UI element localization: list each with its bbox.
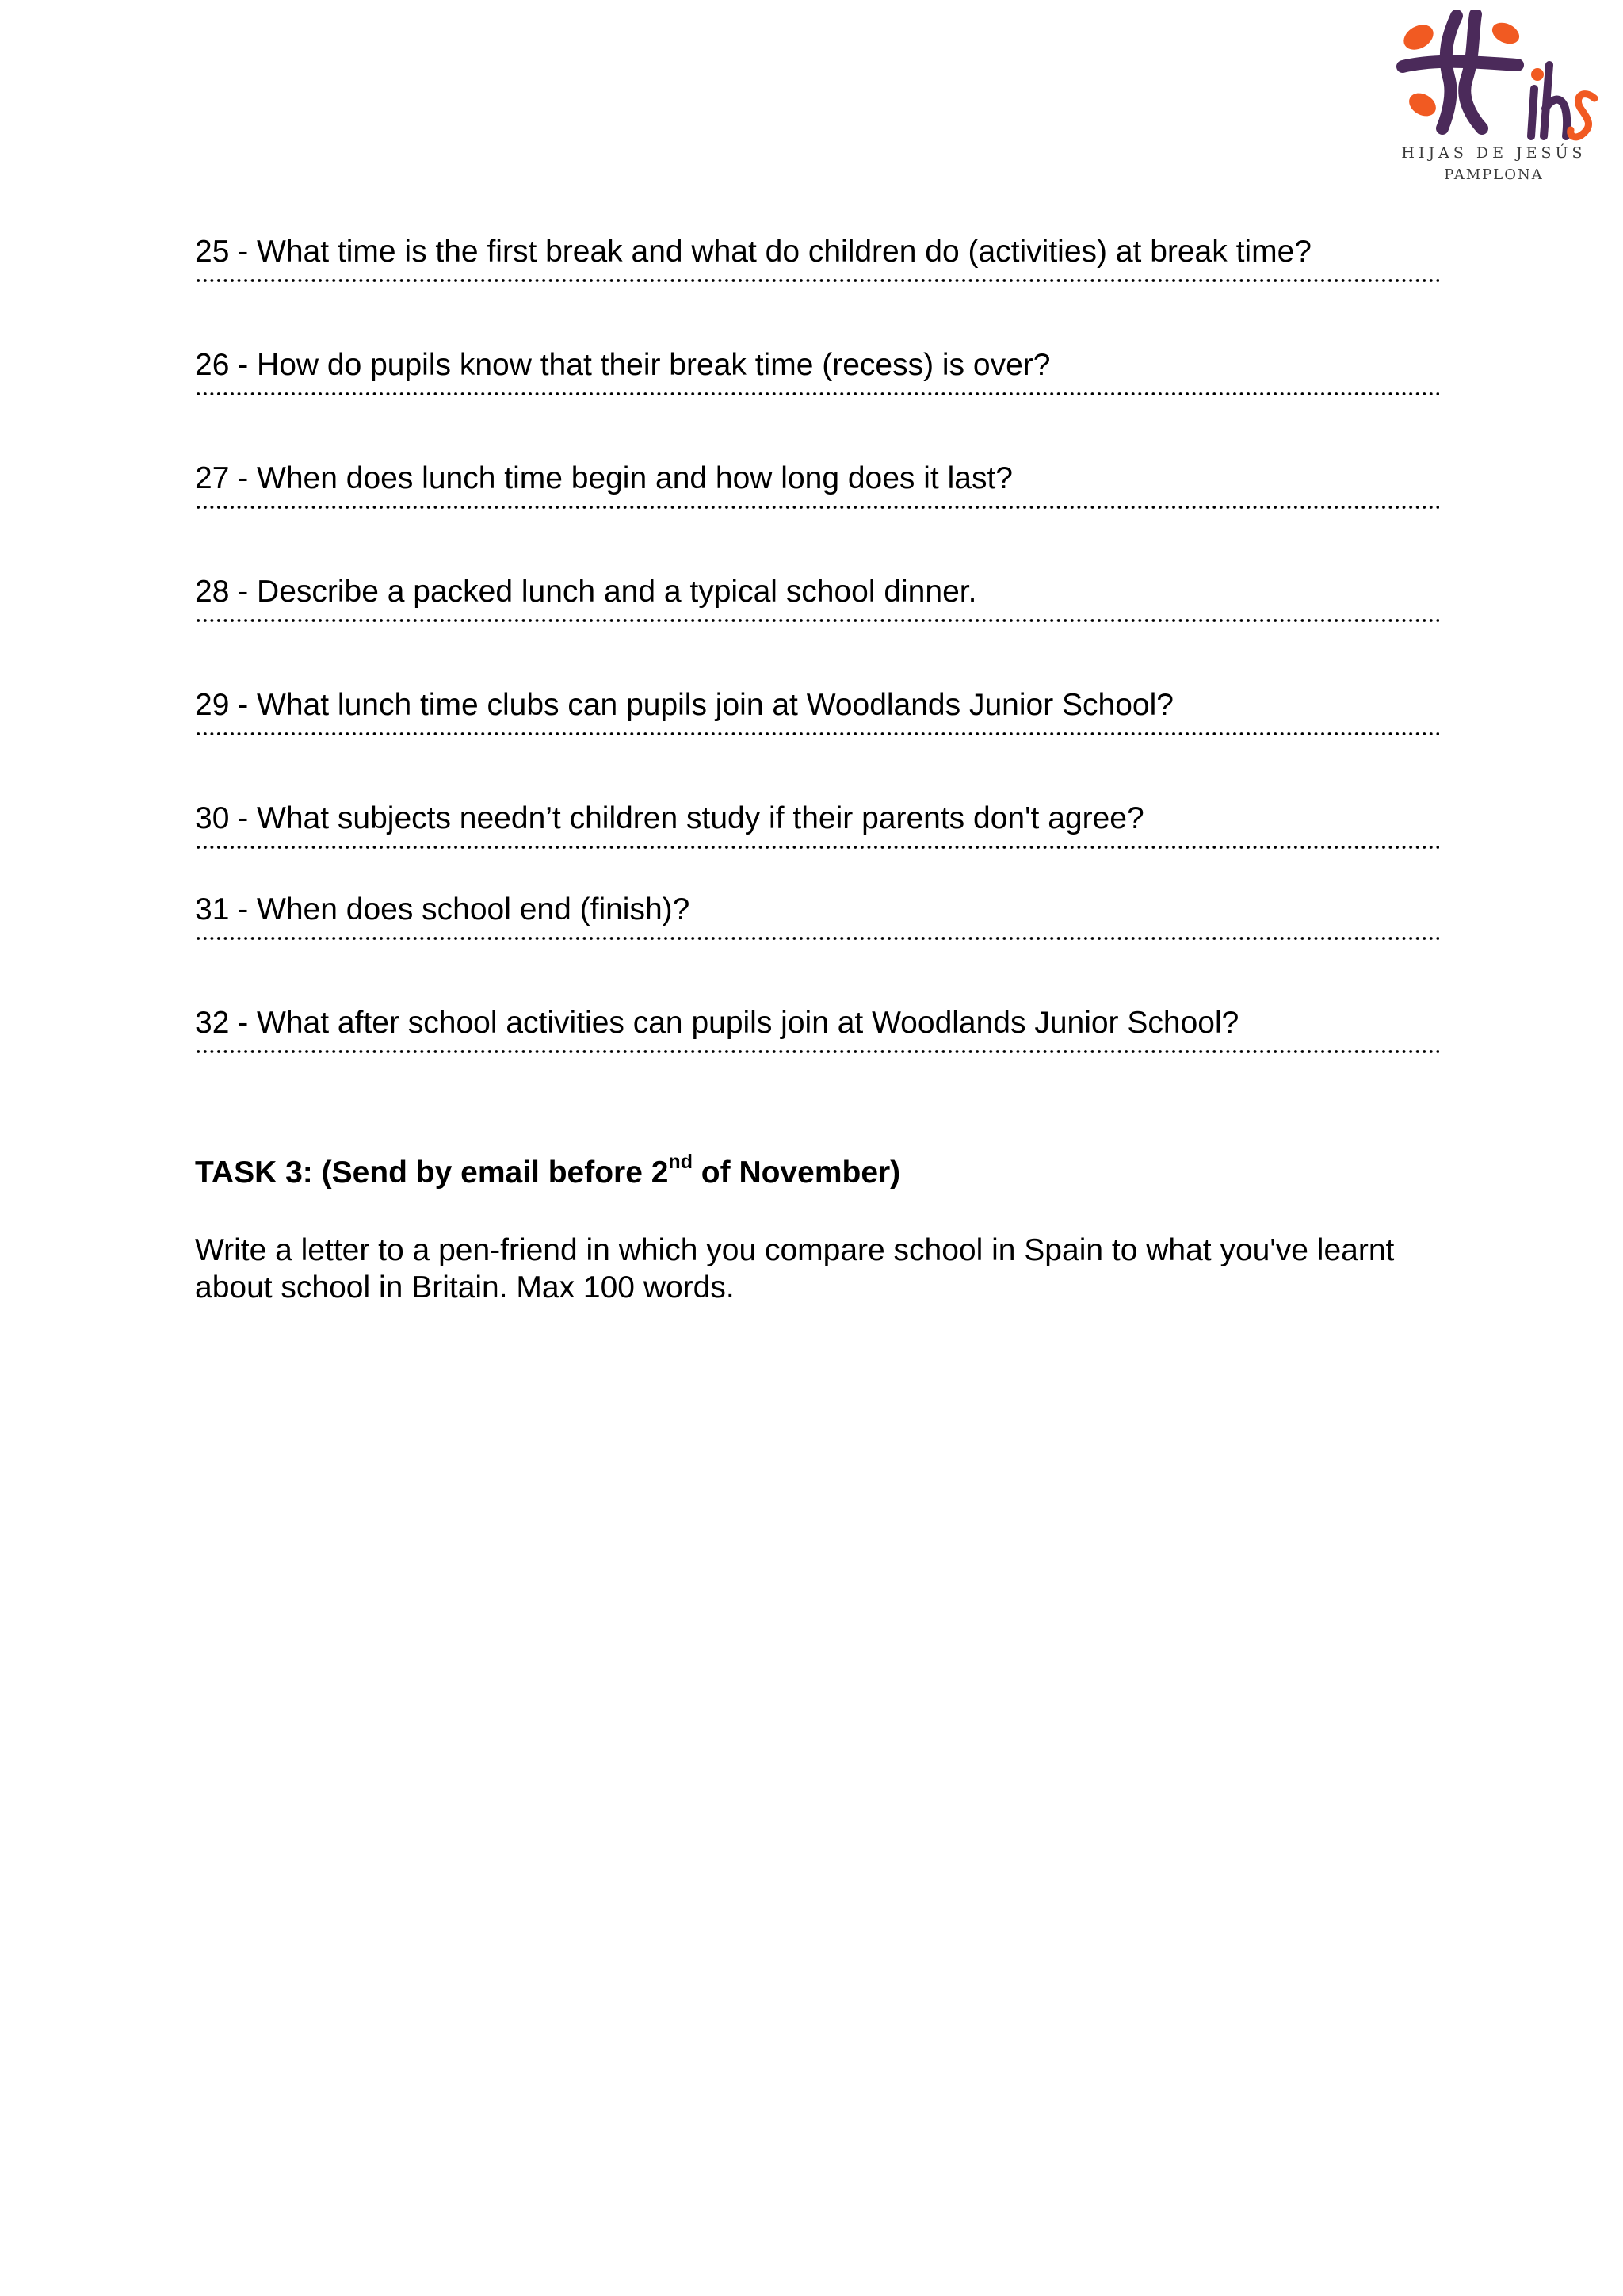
answer-dotted-line [195, 728, 1439, 739]
answer-dotted-line [195, 933, 1439, 944]
task-3-instructions: Write a letter to a pen-friend in which you compare school in Spain to what you've learnt about school in Britain. Max 100 words. [195, 1233, 1395, 1305]
question-text: 29 - What lunch time clubs can pupils join at Woodlands Junior School? [195, 688, 1174, 722]
cross-logo-icon [1387, 10, 1601, 144]
answer-dotted-line [195, 388, 1439, 399]
question-text: 27 - When does lunch time begin and how long does it last? [195, 461, 1013, 495]
question-text: 31 - When does school end (finish)? [195, 892, 690, 926]
task-title-part: TASK 3: (Send by email before 2 [195, 1156, 669, 1190]
question-32 [195, 1005, 1439, 1057]
question-text: 25 - What time is the first break and what do children do (activities) at break time? [195, 235, 1312, 269]
question-25 [195, 234, 1439, 286]
question-27 [195, 460, 1439, 513]
question-30 [195, 800, 1439, 853]
task-title-part: of November) [692, 1156, 901, 1190]
question-31 [195, 892, 1439, 944]
question-28 [195, 574, 1439, 626]
question-29 [195, 687, 1439, 739]
task-3-title [195, 1151, 901, 1190]
question-26 [195, 347, 1439, 399]
answer-dotted-line [195, 842, 1439, 853]
question-text: 32 - What after school activities can pupils join at Woodlands Junior School? [195, 1006, 1239, 1040]
question-text: 26 - How do pupils know that their break time (recess) is over? [195, 348, 1051, 382]
school-logo [1387, 10, 1601, 184]
task-title-ordinal: nd [668, 1151, 693, 1173]
answer-dotted-line [195, 1046, 1439, 1057]
answer-dotted-line [195, 275, 1439, 286]
question-text: 30 - What subjects needn’t children study if their parents don't agree? [195, 801, 1144, 835]
answer-dotted-line [195, 502, 1439, 513]
logo-text-hijas-de-jesus: HIJAS DE JESÚS [1401, 144, 1587, 162]
logo-text-pamplona: PAMPLONA [1444, 166, 1544, 183]
question-text: 28 - Describe a packed lunch and a typical school dinner. [195, 575, 977, 609]
answer-dotted-line [195, 615, 1439, 626]
